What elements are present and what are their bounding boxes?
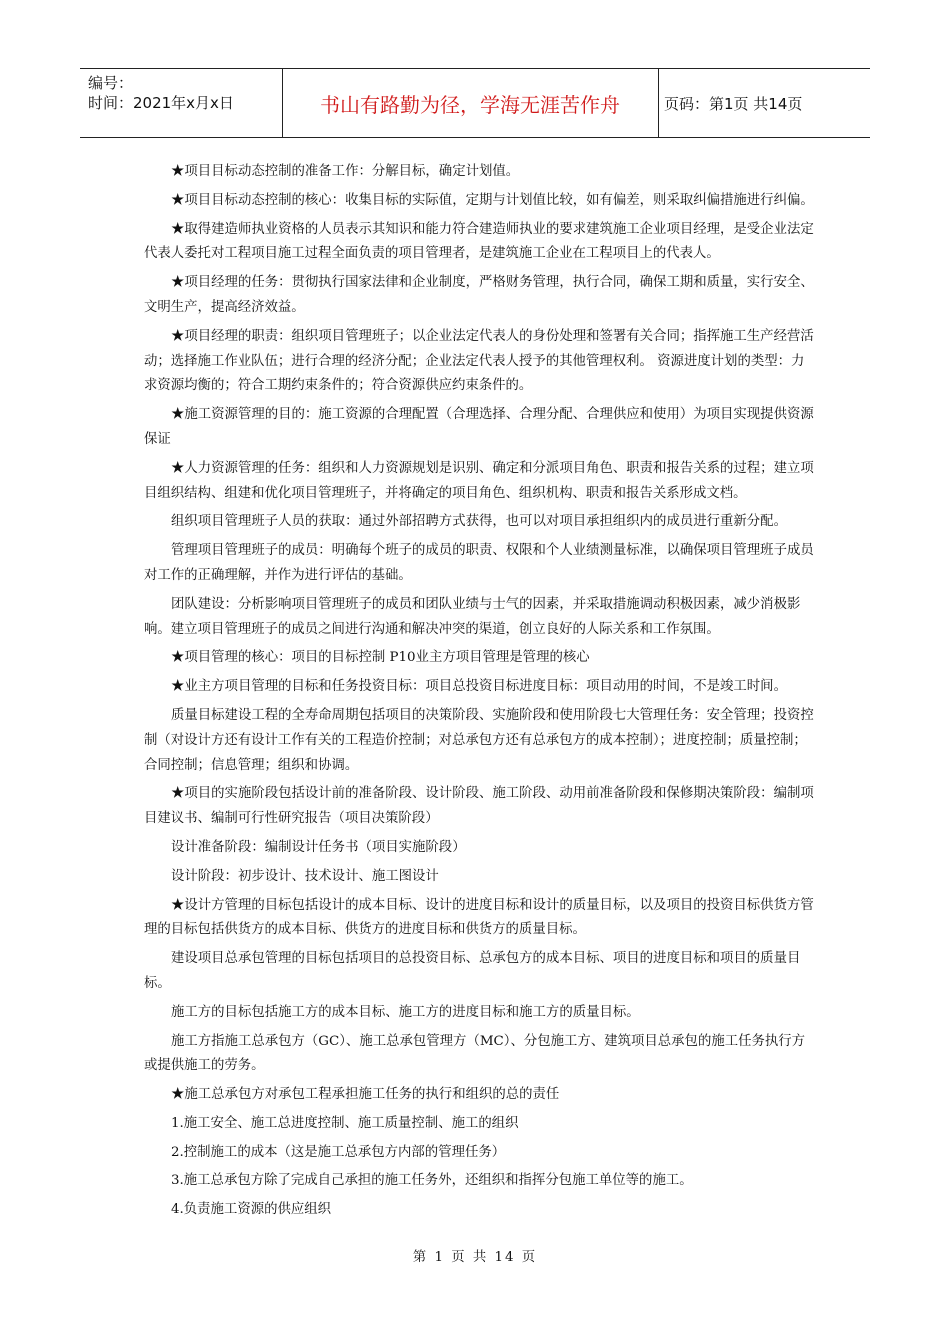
paragraph: 组织项目管理班子人员的获取：通过外部招聘方式获得，也可以对项目承担组织内的成员进行重新分配。	[171, 514, 787, 530]
list-item: 1.施工安全、施工总进度控制、施工质量控制、施工的组织	[171, 1115, 519, 1131]
paragraph: 建设项目总承包管理的目标包括项目的总投资目标、总承包方的成本目标、项目的进度目标和项目的质量目标。	[144, 951, 801, 991]
paragraph: ★项目经理的职责：组织项目管理班子；以企业法定代表人的身份处理和签署有关合同；指挥施工生产经营活动；选择施工作业队伍；进行合理的经济分配；企业法定代表人授予的其他管理权利。 资源进度计划的类型：力求资源均衡的；符合工期约束条件的；符合资源供应约束条件的。	[144, 328, 814, 394]
list-item: 3.施工总承包方除了完成自己承担的施工任务外，还组织和指挥分包施工单位等的施工。	[171, 1173, 693, 1189]
paragraph: 设计阶段：初步设计、技术设计、施工图设计	[171, 868, 439, 884]
paragraph: 团队建设：分析影响项目管理班子的成员和团队业绩与士气的因素，并采取措施调动积极因素，减少消极影响。建立项目管理班子的成员之间进行沟通和解决冲突的渠道，创立良好的人际关系和工作氛围。	[144, 596, 801, 637]
header-divider	[658, 69, 659, 137]
paragraph: 质量目标建设工程的全寿命周期包括项目的决策阶段、实施阶段和使用阶段七大管理任务：安全管理；投资控制（对设计方还有设计工作有关的工程造价控制；对总承包方还有总承包方的成本控制）；进度控制；质量控制；合同控制；信息管理；组织和协调。	[144, 707, 814, 773]
page-header	[80, 68, 870, 138]
paragraph: ★业主方项目管理的目标和任务投资目标：项目总投资目标进度目标：项目动用的时间，不是竣工时间。	[171, 679, 787, 695]
paragraph: 施工方指施工总承包方（GC）、施工总承包管理方（MC）、分包施工方、建筑项目总承包的施工任务执行方或提供施工的劳务。	[144, 1033, 806, 1074]
paragraph: 施工方的目标包括施工方的成本目标、施工方的进度目标和施工方的质量目标。	[171, 1004, 640, 1020]
paragraph: 设计准备阶段：编制设计任务书（项目实施阶段）	[171, 839, 466, 855]
paragraph: ★项目目标动态控制的准备工作：分解目标，确定计划值。	[171, 164, 520, 179]
paragraph: ★项目的实施阶段包括设计前的准备阶段、设计阶段、施工阶段、动用前准备阶段和保修期决策阶段：编制项目建议书、编制可行性研究报告（项目决策阶段）	[144, 786, 814, 827]
list-item: 4.负责施工资源的供应组织	[171, 1202, 332, 1218]
paragraph: ★施工资源管理的目的：施工资源的合理配置（合理选择、合理分配、合理供应和使用）为项目实现提供资源保证	[144, 407, 814, 447]
paragraph: ★项目管理的核心：项目的目标控制 P10业主方项目管理是管理的核心	[171, 650, 590, 666]
paragraph: ★人力资源管理的任务：组织和人力资源规划是识别、确定和分派项目角色、职责和报告关系的过程；建立项目组织结构、组建和优化项目管理班子，并将确定的项目角色、组织机构、职责和报告关系形成文档。	[144, 460, 814, 501]
header-motto: 书山有路勤为径，学海无涯苦作舟	[320, 92, 620, 117]
paragraph: ★项目经理的任务：贯彻执行国家法律和企业制度，严格财务管理，执行合同，确保工期和质量，实行安全、文明生产，提高经济效益。	[144, 275, 814, 315]
header-page-info: 页码：第1页 共14页	[664, 94, 803, 113]
page-footer: 第 1 页 共 14 页	[412, 1250, 538, 1265]
header-meta	[88, 73, 280, 113]
paragraph: ★项目目标动态控制的核心：收集目标的实际值，定期与计划值比较，如有偏差，则采取纠偏措施进行纠偏。	[171, 192, 814, 208]
list-item: 2.控制施工的成本（这是施工总承包方内部的管理任务）	[171, 1144, 506, 1160]
paragraph: ★施工总承包方对承包工程承担施工任务的执行和组织的总的责任	[171, 1087, 560, 1103]
document-number-label: 编号：	[88, 74, 134, 92]
paragraph: ★设计方管理的目标包括设计的成本目标、设计的进度目标和设计的质量目标，以及项目的投资目标供货方管理的目标包括供货方的成本目标、供货方的进度目标和供货方的质量目标。	[144, 897, 814, 938]
document-body	[144, 160, 816, 1227]
paragraph: ★取得建造师执业资格的人员表示其知识和能力符合建造师执业的要求建筑施工企业项目经理，是受企业法定代表人委托对工程项目施工过程全面负责的项目管理者，是建筑施工企业在工程项目上的代表人。	[144, 221, 814, 262]
paragraph: 管理项目管理班子的成员：明确每个班子的成员的职责、权限和个人业绩测量标准，以确保项目管理班子成员对工作的正确理解，并作为进行评估的基础。	[144, 543, 814, 583]
document-date: 时间：2021年x月x日	[88, 94, 234, 112]
